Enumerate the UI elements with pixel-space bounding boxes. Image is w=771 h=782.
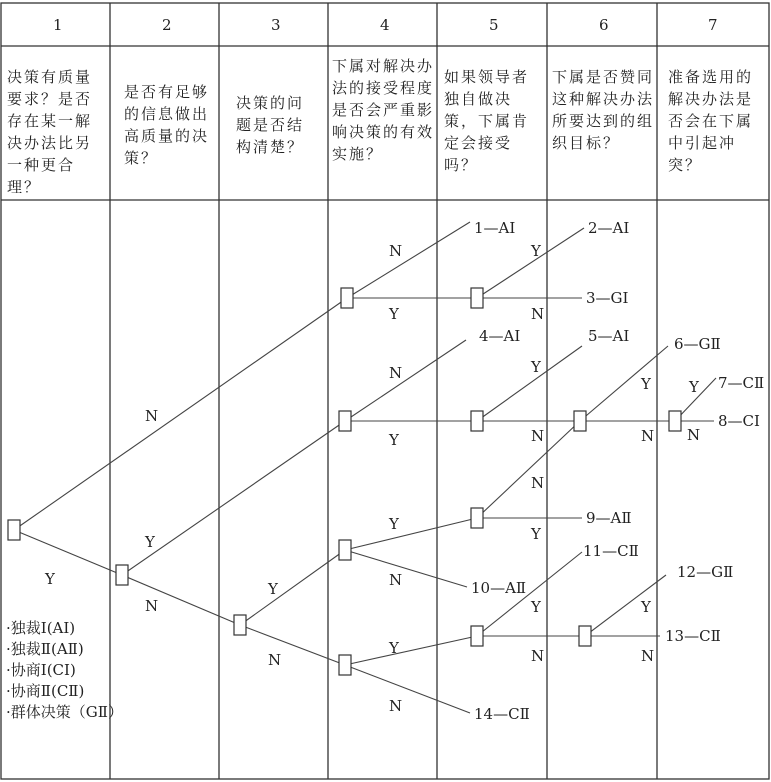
branch-label-yes: Y — [641, 375, 651, 393]
legend-item: ·群体决策（GⅡ） — [6, 703, 123, 721]
decision-node — [471, 626, 483, 646]
branch-label-no: N — [531, 647, 545, 665]
legend-item: ·独裁Ⅱ(AⅡ) — [6, 640, 84, 658]
branch-label-yes: Y — [389, 431, 399, 449]
outcome-7: 7—CⅡ — [718, 374, 765, 392]
column-number-4: 4 — [380, 16, 390, 34]
question-column-1: 决策有质量要求？是否存在某一解决办法比另一种更合理？ — [7, 68, 93, 196]
branch-label-yes: Y — [531, 598, 541, 616]
branch-label-no: N — [641, 647, 655, 665]
branch-label-yes: Y — [531, 525, 541, 543]
question-column-3: 决策的问题是否结构清楚？ — [236, 94, 305, 156]
branch-label-yes: Y — [45, 570, 55, 588]
question-column-4: 下属对解决办法的接受程度是否会严重影响决策的有效实施？ — [332, 57, 435, 163]
outcome-6: 6—GⅡ — [674, 335, 721, 353]
decision-node — [341, 288, 353, 308]
outcome-13: 13—CⅡ — [665, 627, 721, 645]
branch-label-no: N — [531, 427, 545, 445]
branch-label-yes: Y — [389, 639, 399, 657]
decision-node — [579, 626, 591, 646]
decision-node — [339, 540, 351, 560]
outcome-1: 1—AⅠ — [474, 219, 516, 237]
decision-node — [471, 411, 483, 431]
decision-node — [471, 288, 483, 308]
question-column-6: 下属是否赞同这种解决办法所要达到的组织目标？ — [552, 68, 655, 152]
outcome-11: 11—CⅡ — [583, 542, 639, 560]
outcome-5: 5—AⅠ — [588, 327, 630, 345]
branch-label-no: N — [389, 364, 403, 382]
legend — [6, 618, 123, 723]
column-number-2: 2 — [162, 16, 172, 34]
branch-label-no: N — [389, 571, 403, 589]
decision-node — [574, 411, 586, 431]
question-column-2: 是否有足够的信息做出高质量的决策？ — [124, 83, 210, 167]
question-column-7: 准备选用的解决办法是否会在下属中引起冲突？ — [668, 68, 754, 174]
branch-label-no: N — [389, 697, 403, 715]
column-number-7: 7 — [708, 16, 718, 34]
branch-label-no: N — [268, 651, 282, 669]
decision-node — [339, 655, 351, 675]
outcome-12: 12—GⅡ — [677, 563, 734, 581]
decision-node — [471, 508, 483, 528]
column-number-6: 6 — [599, 16, 609, 34]
column-number-3: 3 — [271, 16, 281, 34]
branch-label-yes: Y — [389, 305, 399, 323]
decision-node — [116, 565, 128, 585]
outcome-4: 4—AⅠ — [479, 327, 521, 345]
branch-label-no: N — [687, 426, 701, 444]
column-number-1: 1 — [53, 16, 63, 34]
outcome-8: 8—CⅠ — [718, 412, 760, 430]
branch-label-no: N — [145, 597, 159, 615]
decision-node — [339, 411, 351, 431]
decision-node — [234, 615, 246, 635]
branch-label-yes: Y — [268, 580, 278, 598]
outcome-3: 3—GⅠ — [586, 289, 629, 307]
outcome-14: 14—CⅡ — [474, 705, 530, 723]
column-number-5: 5 — [489, 16, 499, 34]
legend-item: ·协商Ⅰ(CⅠ) — [6, 661, 76, 679]
branch-label-yes: Y — [689, 378, 699, 396]
branch-labels — [44, 242, 700, 715]
decision-nodes — [8, 288, 681, 675]
outcome-10: 10—AⅡ — [471, 579, 527, 597]
branch-label-no: N — [145, 407, 159, 425]
branch-label-no: N — [641, 427, 655, 445]
branch-label-yes: Y — [145, 533, 155, 551]
branch-label-no: N — [389, 242, 403, 260]
branch-label-yes: Y — [531, 358, 541, 376]
legend-item: ·协商Ⅱ(CⅡ) — [6, 682, 85, 700]
outcome-2: 2—AⅠ — [588, 219, 630, 237]
outcomes — [471, 219, 764, 723]
branch-label-no: N — [531, 305, 545, 323]
outcome-9: 9—AⅡ — [586, 509, 632, 527]
decision-node — [669, 411, 681, 431]
branch-label-yes: Y — [641, 598, 651, 616]
branch-label-yes: Y — [389, 515, 399, 533]
decision-node — [8, 520, 20, 540]
question-column-5: 如果领导者独自做决策，下属肯定会接受吗？ — [444, 68, 530, 174]
branch-label-yes: Y — [531, 242, 541, 260]
legend-item: ·独裁Ⅰ(AⅠ) — [6, 619, 76, 637]
branch-label-no: N — [531, 474, 545, 492]
